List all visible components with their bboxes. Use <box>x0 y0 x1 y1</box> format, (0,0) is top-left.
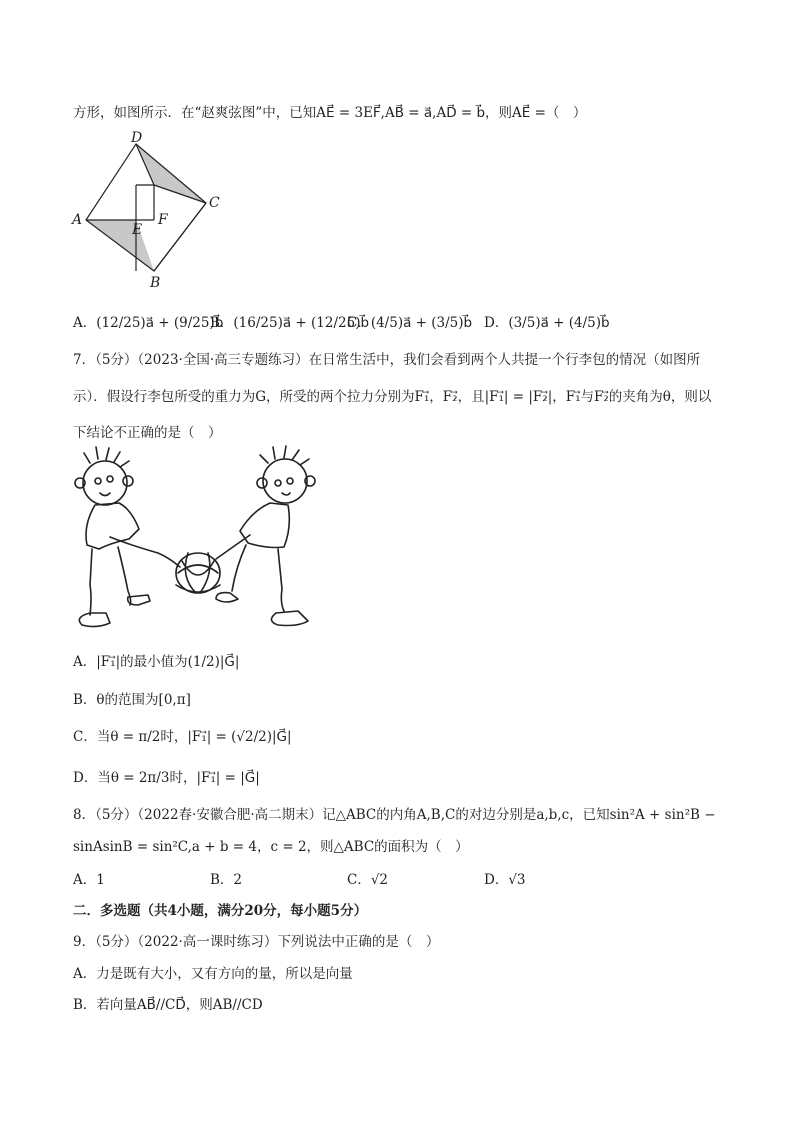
q6-option-b[interactable]: B．(16/25)a⃗ + (12/25)b⃗ <box>210 315 370 331</box>
q6-stem: 方形，如图所示．在“赵爽弦图”中，已知AE⃗ = 3EF⃗,AB⃗ = a⃗,AD⃗ = b⃗，则AE⃗ =（ ） <box>73 105 587 121</box>
q7-stem-line3: 下结论不正确的是（ ） <box>73 425 222 441</box>
q8-stem-line2: sinAsinB = sin²C,a + b = 4，c = 2，则△ABC的面积为（ ） <box>73 839 469 855</box>
q8-option-c[interactable]: C．√2 <box>347 872 389 888</box>
label-C: C <box>209 195 220 211</box>
q8-option-a[interactable]: A．1 <box>73 872 105 888</box>
label-E: E <box>132 222 143 238</box>
q6-options <box>73 311 733 331</box>
label-F: F <box>158 212 168 228</box>
q9-option-b[interactable]: B．若向量AB⃗//CD⃗，则AB//CD <box>73 997 263 1013</box>
q6-option-d[interactable]: D．(3/5)a⃗ + (4/5)b⃗ <box>484 315 610 331</box>
q6-option-a[interactable]: A．(12/25)a⃗ + (9/25)b⃗ <box>73 315 224 331</box>
label-B: B <box>150 275 161 291</box>
label-A: A <box>72 212 83 228</box>
q7-option-b[interactable]: B．θ的范围为[0,π] <box>73 692 191 708</box>
q7-option-c[interactable]: C．当θ = π/2时，|F₁⃗| = (√2/2)|G⃗| <box>73 729 292 745</box>
q8-option-b[interactable]: B．2 <box>210 872 243 888</box>
q9-option-a[interactable]: A．力是既有大小，又有方向的量，所以是向量 <box>73 966 353 982</box>
q7-stem-line1: 7．（5分）（2023·全国·高三专题练习）在日常生活中，我们会看到两个人共提一个行李包的情况（如图所 <box>73 352 701 368</box>
zhao-shuang-diagram <box>66 130 236 295</box>
q7-stem-line2: 示）．假设行李包所受的重力为G，所受的两个拉力分别为F₁⃗，F₂⃗，且|F₁⃗| = |F₂⃗|，F₁⃗与F₂⃗的夹角为θ，则以 <box>73 389 712 405</box>
two-people-carrying-bag-illustration <box>70 445 322 635</box>
q8-option-d[interactable]: D．√3 <box>484 872 526 888</box>
q7-option-a[interactable]: A．|F₁⃗|的最小值为(1/2)|G⃗| <box>73 654 240 670</box>
q7-option-d[interactable]: D．当θ = 2π/3时，|F₁⃗| = |G⃗| <box>73 770 260 786</box>
q6-option-c[interactable]: C．(4/5)a⃗ + (3/5)b⃗ <box>347 315 473 331</box>
label-D: D <box>131 130 143 146</box>
q8-options <box>73 868 733 888</box>
q8-stem-line1: 8．（5分）（2022春·安徽合肥·高二期末）记△ABC的内角A,B,C的对边分别是a,b,c，已知sin²A + sin²B − <box>73 807 716 823</box>
section-heading-multiple-choice: 二．多选题（共4小题，满分20分，每小题5分） <box>73 903 368 919</box>
q9-stem: 9．（5分）（2022·高一课时练习）下列说法中正确的是（ ） <box>73 934 440 950</box>
